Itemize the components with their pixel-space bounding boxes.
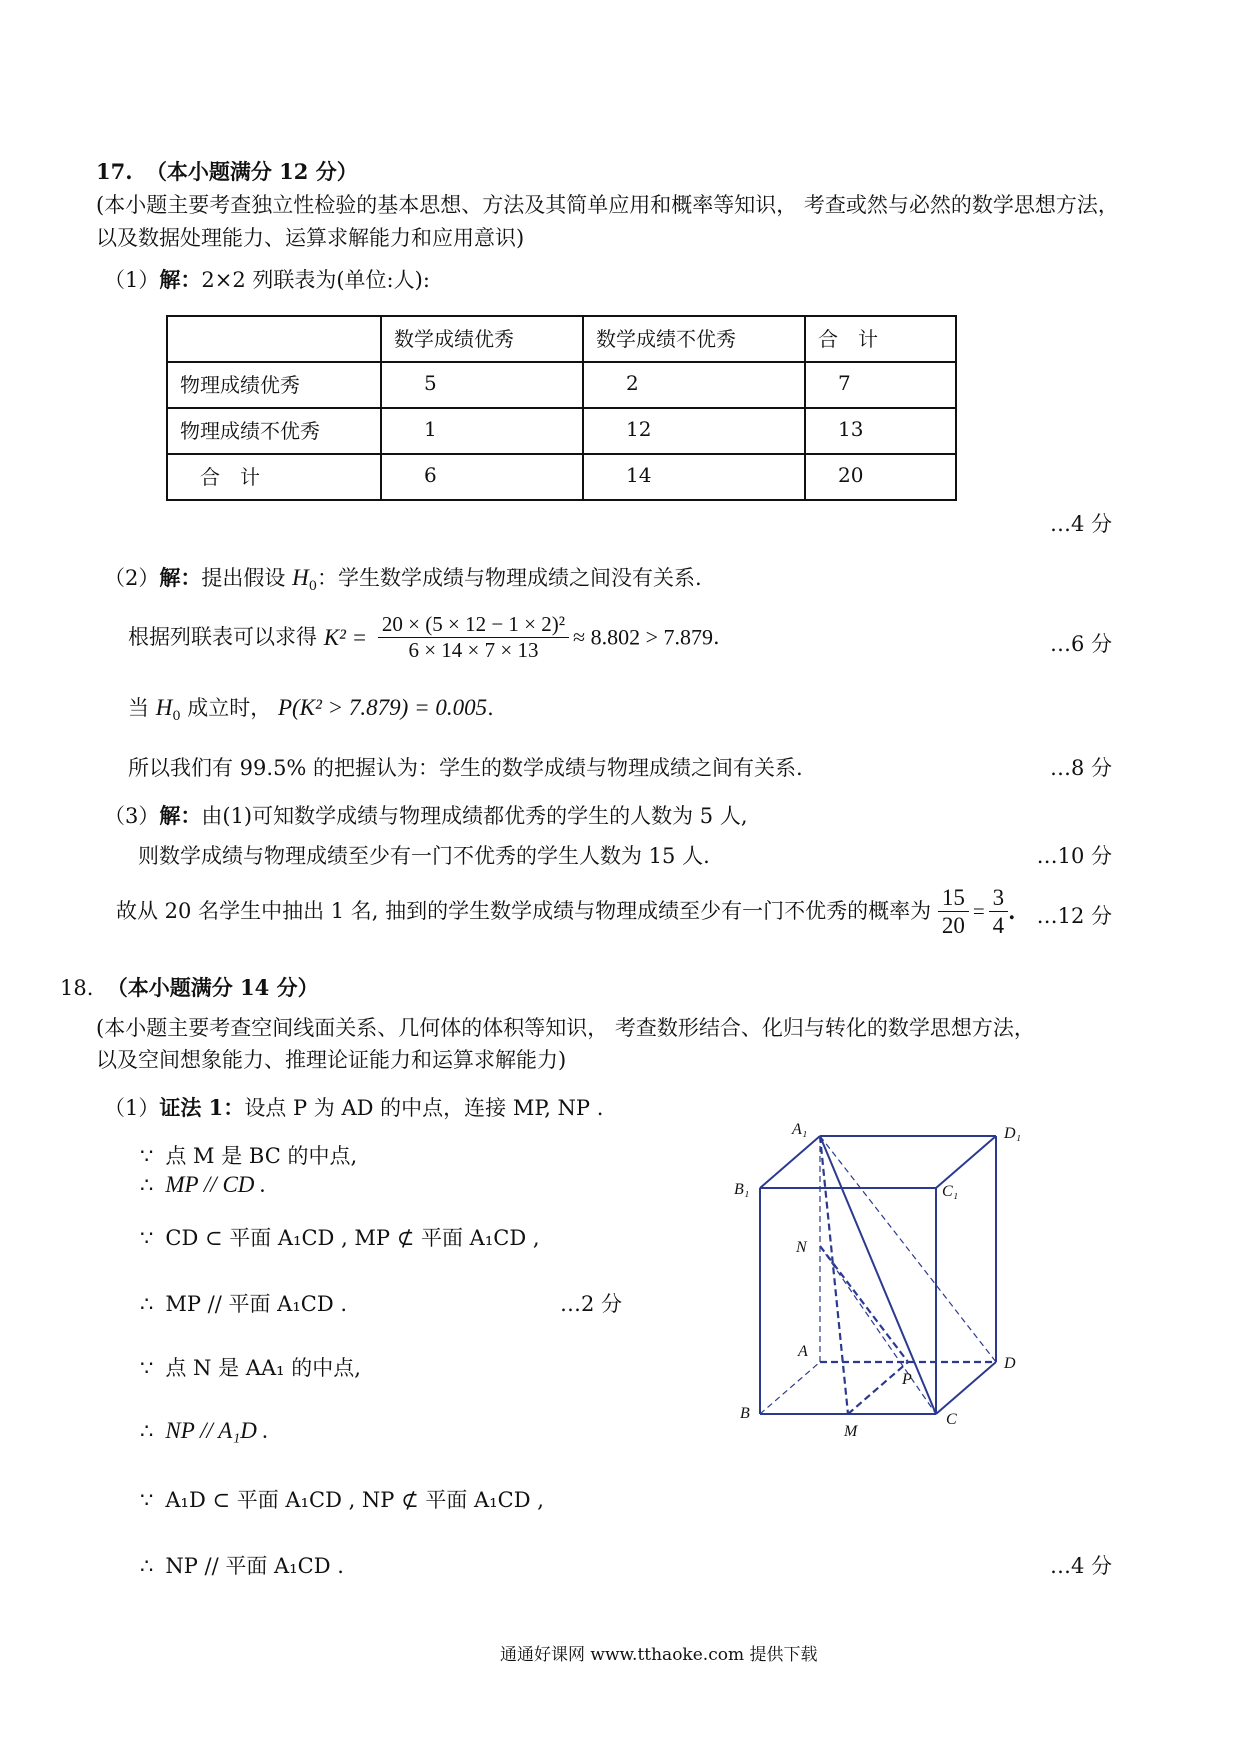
q17-part2	[104, 562, 702, 594]
label-B: B	[740, 1405, 750, 1422]
q18-desc-line2: 以及空间想象能力、推理论证能力和运算求解能力)	[96, 1048, 567, 1072]
score-6: …6 分	[1049, 632, 1112, 656]
fraction-numerator: 15	[938, 886, 969, 912]
proof-text: A₁D ⊂ 平面 A₁CD , NP ⊄ 平面 A₁CD ,	[165, 1488, 544, 1512]
proof-text: 点 N 是 AA₁ 的中点,	[165, 1356, 361, 1380]
part-label: （3）	[104, 804, 160, 828]
q17-part1	[104, 264, 430, 294]
fraction-numerator: 3	[989, 886, 1009, 912]
because-symbol: ∵	[140, 1226, 154, 1250]
table-row	[167, 454, 956, 500]
table-cell: 6	[381, 454, 583, 500]
page-footer: 通通好课网 www.tthaoke.com 提供下载	[500, 1645, 818, 1665]
period: .	[487, 696, 494, 720]
therefore-symbol: ∴	[140, 1419, 154, 1443]
table-cell: 物理成绩优秀	[167, 362, 381, 408]
fraction-denominator: 6 × 14 × 7 × 13	[408, 638, 539, 662]
score-2: …2 分	[560, 1292, 623, 1316]
table-cell: 7	[805, 362, 956, 408]
hidden-edge-BA	[760, 1362, 820, 1414]
chi-square-calc	[128, 614, 720, 661]
therefore-symbol: ∴	[140, 1554, 154, 1578]
q18-part1	[104, 1092, 603, 1122]
table-cell: 1	[381, 408, 583, 454]
proof-line	[140, 1484, 544, 1514]
chi-square-fraction	[378, 614, 569, 661]
hypothesis-symbol: H	[155, 695, 173, 720]
label-B1: B₁	[734, 1181, 750, 1198]
proof-line	[140, 1140, 357, 1170]
q17-header	[96, 156, 358, 186]
q17-desc-line2: 以及数据处理能力、运算求解能力和应用意识)	[96, 226, 525, 250]
table-row	[167, 362, 956, 408]
calc-prefix: 根据列联表可以求得	[128, 625, 324, 649]
segment-MP	[848, 1362, 908, 1414]
label-C1: C₁	[942, 1183, 959, 1200]
label-N: N	[796, 1239, 807, 1256]
table-cell: 物理成绩不优秀	[167, 408, 381, 454]
q18-title: （本小题满分 14 分）	[106, 975, 319, 1000]
calc-k: K² =	[323, 625, 368, 650]
solution-label: 解：	[159, 565, 202, 590]
proof-text: NP // 平面 A₁CD .	[165, 1554, 344, 1578]
calc-result: ≈ 8.802 > 7.879	[573, 624, 714, 650]
proof-text: CD ⊂ 平面 A₁CD , MP ⊄ 平面 A₁CD ,	[165, 1226, 540, 1250]
subscript: 0	[172, 709, 181, 725]
solution-label: 解：	[159, 267, 202, 292]
part-label: （2）	[104, 566, 160, 590]
label-P: P	[902, 1371, 912, 1388]
table-header-cell: 数学成绩不优秀	[583, 316, 805, 362]
proof-text: MP // CD .	[165, 1172, 266, 1197]
q18-number: 18.	[60, 976, 94, 1000]
period: .	[1008, 899, 1016, 924]
q17-desc-line1: (本小题主要考查独立性检验的基本思想、方法及其简单应用和概率等知识， 考查或然与必然的数学思想方法，	[96, 193, 1119, 217]
label-D1: D₁	[1004, 1125, 1022, 1142]
table-cell: 14	[583, 454, 805, 500]
q17-number: 17.	[96, 159, 133, 184]
q17-part3-line2: 则数学成绩与物理成绩至少有一门不优秀的学生人数为 15 人.	[138, 844, 710, 868]
table-header-cell	[167, 316, 381, 362]
part-label: （1）	[104, 1096, 160, 1120]
part-text: 设点 P 为 AD 的中点，连接 MP, NP .	[244, 1096, 604, 1120]
because-symbol: ∵	[140, 1356, 154, 1380]
table-row	[167, 408, 956, 454]
proof-text: NP // A₁D .	[165, 1418, 269, 1443]
table-cell: 20	[805, 454, 956, 500]
method-label: 证法 1：	[159, 1095, 245, 1120]
edge-DC	[936, 1362, 996, 1414]
text: 成立时，	[180, 696, 278, 720]
equals-sign: =	[972, 899, 985, 923]
text: 当	[128, 696, 156, 720]
table-header-row	[167, 316, 956, 362]
proof-line	[140, 1550, 344, 1580]
proof-line	[140, 1352, 361, 1382]
proof-text: MP // 平面 A₁CD .	[165, 1292, 348, 1316]
therefore-symbol: ∴	[140, 1173, 154, 1197]
label-M: M	[844, 1423, 858, 1440]
score-12: …12 分	[1036, 904, 1112, 928]
probability-expression: P(K² > 7.879) = 0.005	[277, 695, 488, 720]
label-C: C	[946, 1411, 957, 1428]
proof-line	[140, 1288, 347, 1318]
score-8: …8 分	[1049, 756, 1112, 780]
proof-line	[140, 1222, 540, 1252]
part-label: （1）	[104, 268, 160, 292]
label-A1: A₁	[792, 1121, 808, 1138]
fraction-numerator: 20 × (5 × 12 − 1 × 2)²	[378, 614, 569, 638]
contingency-table	[166, 315, 957, 501]
table-cell: 5	[381, 362, 583, 408]
table-cell: 12	[583, 408, 805, 454]
segment-NP	[820, 1246, 908, 1362]
probability-fraction-2	[989, 886, 1009, 937]
q17-conclusion: 所以我们有 99.5% 的把握认为：学生的数学成绩与物理成绩之间有关系.	[128, 756, 803, 780]
solution-label: 解：	[159, 803, 202, 828]
prism-figure	[720, 1112, 1060, 1442]
edge-A1B1	[760, 1136, 820, 1188]
fraction-denominator: 20	[941, 913, 965, 938]
label-A: A	[798, 1343, 808, 1360]
q17-part3	[104, 800, 748, 830]
table-cell: 13	[805, 408, 956, 454]
q18-header	[60, 972, 319, 1002]
because-symbol: ∵	[140, 1144, 154, 1168]
proof-text: 点 M 是 BC 的中点,	[165, 1144, 358, 1168]
q17-when-line	[128, 692, 494, 724]
q18-desc-line1: (本小题主要考查空间线面关系、几何体的体积等知识， 考查数形结合、化归与转化的数学思想方法，	[96, 1016, 1035, 1040]
table-header-cell: 数学成绩优秀	[381, 316, 583, 362]
score-4-q18: …4 分	[1049, 1554, 1112, 1578]
period: .	[713, 625, 720, 649]
label-D: D	[1004, 1355, 1016, 1372]
hypothesis-symbol: H	[292, 565, 309, 590]
proof-line	[140, 1172, 266, 1198]
edge-D1C1	[936, 1136, 996, 1188]
q17-title: （本小题满分 12 分）	[145, 159, 358, 184]
score-10: …10 分	[1036, 844, 1112, 868]
part-text: 2×2 列联表为(单位:人):	[201, 268, 430, 292]
score-4-q17: …4 分	[1049, 512, 1112, 536]
part-text: 由(1)可知数学成绩与物理成绩都优秀的学生的人数为 5 人,	[201, 804, 748, 828]
table-header-cell: 合 计	[805, 316, 956, 362]
because-symbol: ∵	[140, 1488, 154, 1512]
subscript: 0	[308, 579, 317, 595]
q17-part3-line3	[116, 886, 1015, 937]
fraction-denominator: 4	[992, 913, 1005, 938]
therefore-symbol: ∴	[140, 1292, 154, 1316]
table-cell: 2	[583, 362, 805, 408]
hidden-segment-A1D	[820, 1136, 996, 1362]
part-text: ：学生数学成绩与物理成绩之间没有关系.	[316, 566, 702, 590]
table-cell: 合 计	[167, 454, 381, 500]
probability-fraction-1	[938, 886, 969, 937]
text: 故从 20 名学生中抽出 1 名, 抽到的学生数学成绩与物理成绩至少有一门不优秀的概率为	[116, 899, 932, 923]
segment-A1M	[820, 1136, 848, 1414]
part-text: 提出假设	[201, 566, 293, 590]
segment-A1C	[820, 1136, 936, 1414]
proof-line	[140, 1418, 268, 1444]
